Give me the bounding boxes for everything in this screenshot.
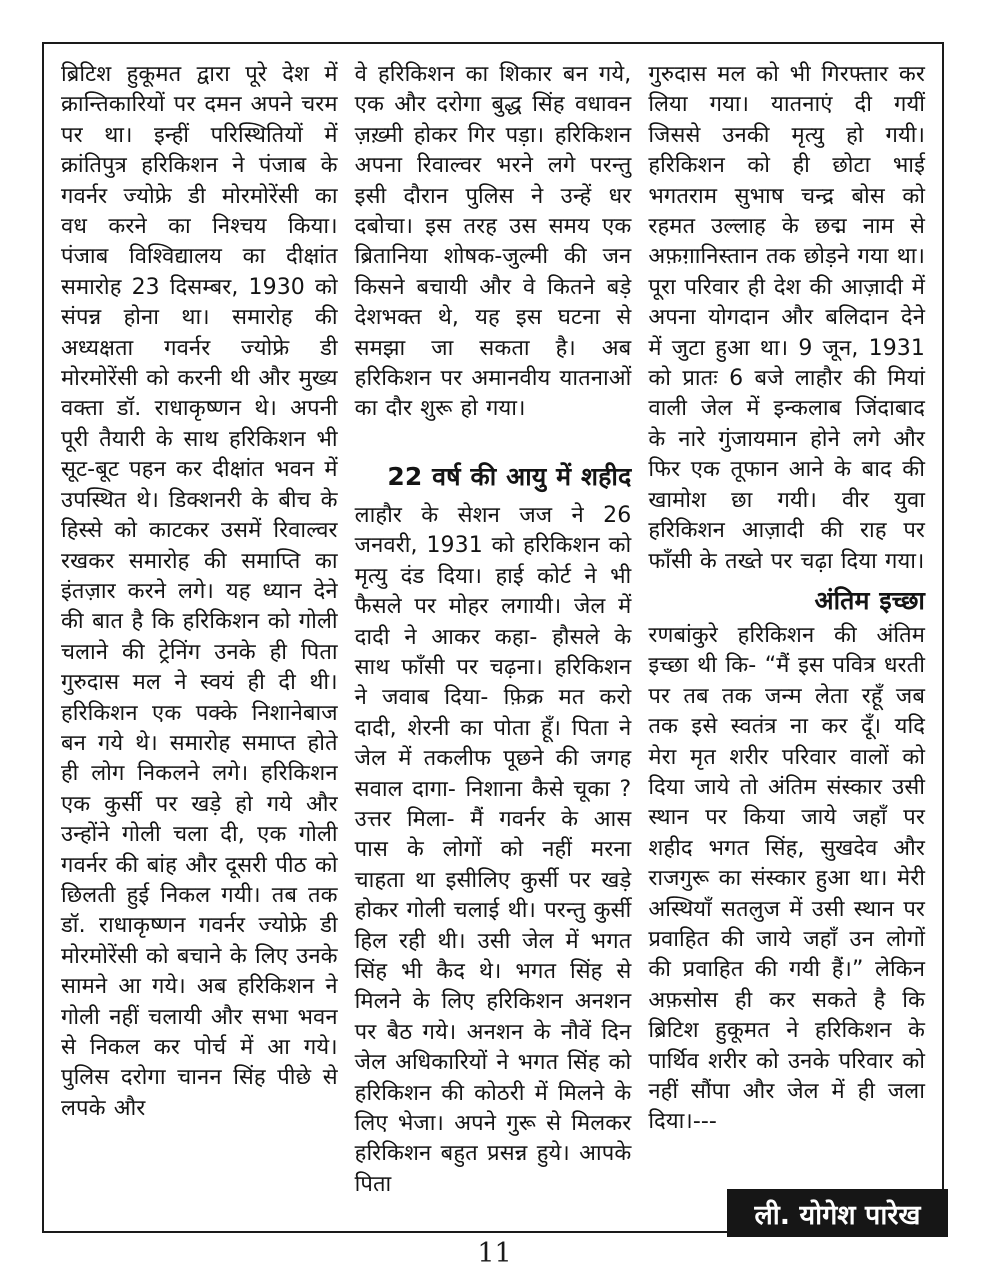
- paragraph-governor-attack: ब्रिटिश हुकूमत द्वारा पूरे देश में क्रान्तिकारियों पर दमन अपने चरम पर था। इन्हीं परिस्थितियों में क्रांतिपुत्र हरिकिशन ने पंजाब के गवर्नर ज्योफ्रे डी मोरमोरेंसी का वध करने का निश्चय किया। पंजाब विश्विद्यालय का दीक्षांत समारोह 23 दिसम्बर, 1930 को संपन्न होना था। समारोह की अध्यक्षता गवर्नर ज्योफ्रे डी मोरमोरेंसी को करनी थी और मुख्य वक्ता डॉ. राधाकृष्णन थे। अपनी पूरी तैयारी के साथ हरिकिशन भी सूट-बूट पहन कर दीक्षांत भवन में उपस्थित थे। डिक्शनरी के बीच के हिस्से को काटकर उसमें रिवाल्वर रखकर समारोह की समाप्ति का इंतज़ार करने लगे। यह ध्यान देने की बात है कि हरिकिशन को गोली चलाने की ट्रेनिंग उनके ही पिता गुरुदास मल ने स्वयं ही दी थी। हरिकिशन एक पक्के निशानेबाज बन गये थे। समारोह समाप्त होते ही लोग निकलने लगे। हरिकिशन एक कुर्सी पर खड़े हो गये और उन्होंने गोली चला दी, एक गोली गवर्नर की बांह और दूसरी पीठ को छिलती हुई निकल गयी। तब तक डॉ. राधाकृष्णन गवर्नर ज्योफ्रे डी मोरमोरेंसी को बचाने के लिए उनके सामने आ गये। अब हरिकिशन ने गोली नहीं चलायी और सभा भवन से निकल कर पोर्च में आ गये। पुलिस दरोगा चानन सिंह पीछे से लपके और: [61, 62, 338, 1121]
- article-border-frame: [42, 42, 944, 1233]
- author-credit-label: ली. योगेश पारेख: [754, 1199, 921, 1231]
- paragraph-family-sacrifice: गुरुदास मल को भी गिरफ्तार कर लिया गया। यातनाएं दी गयीं जिससे उनकी मृत्यु हो गयी। हरिकिशन को ही छोटा भाई भगतराम सुभाष चन्द्र बोस को रहमत उल्लाह के छद्म नाम से अफ़ग़ानिस्तान तक छोड़ने गया था। पूरा परिवार ही देश की आज़ादी में अपना योगदान और बलिदान देने में जुटा हुआ था। 9 जून, 1931 को प्रातः 6 बजे लाहौर की मियां वाली जेल में इन्कलाब जिंदाबाद के नारे गुंजायमान होने लगे और फिर एक तूफान आने के बाद की खामोश छा गयी। वीर युवा हरिकिशन आज़ादी की राह पर फाँसी के तख्ते पर चढ़ा दिया गया।: [648, 62, 926, 574]
- article-column-3: [648, 60, 925, 1221]
- page-number: 11: [477, 1238, 512, 1269]
- paragraph-arrest: वे हरिकिशन का शिकार बन गये, एक और दरोगा बुद्ध सिंह वधावन ज़ख़्मी होकर गिर पड़ा। हरिकिशन अपना रिवाल्वर भरने लगे परन्तु इसी दौरान पुलिस ने उन्हें धर दबोचा। इस तरह उस समय एक ब्रितानिया शोषक-जुल्मी की जन किसने बचायी और वे कितने बड़े देशभक्त थे, यह इस घटना से समझा जा सकता है। अब हरिकिशन पर अमानवीय यातनाओं का दौर शुरू हो गया।: [354, 62, 632, 422]
- article-columns: [44, 44, 942, 1231]
- paragraph-last-wish: रणबांकुरे हरिकिशन की अंतिम इच्छा थी कि- “मैं इस पवित्र धरती पर तब तक जन्म लेता रहूँ जब तक इसे स्वतंत्र ना कर दूँ। यदि मेरा मृत शरीर परिवार वालों को दिया जाये तो अंतिम संस्कार उसी स्थान पर किया जाये जहाँ पर शहीद भगत सिंह, सुखदेव और राजगुरू का संस्कार हुआ था। मेरी अस्थियाँ सतलुज में उसी स्थान पर प्रवाहित की जाये जहाँ उन लोगों की प्रवाहित की गयी हैं।” लेकिन अफ़सोस ही कर सकते है कि ब्रिटिश हुकूमत ने हरिकिशन के पार्थिव शरीर को उनके परिवार को नहीं सौंपा और जेल में ही जला दिया।---: [648, 622, 926, 1135]
- paragraph-death-sentence: लाहौर के सेशन जज ने 26 जनवरी, 1931 को हरिकिशन को मृत्यु दंड दिया। हाई कोर्ट ने भी फैसले पर मोहर लगायी। जेल में दादी ने आकर कहा- हौसले के साथ फाँसी पर चढ़ना। हरिकिशन ने जवाब दिया- फ़िक्र मत करो दादी, शेरनी का पोता हूँ। पिता ने जेल में तकलीफ पूछने की जगह सवाल दागा- निशाना कैसे चूका ? उत्तर मिला- मैं गवर्नर के आस पास के लोगों को नहीं मरना चाहता था इसीलिए कुर्सी पर खड़े होकर गोली चलाई थी। परन्तु कुर्सी हिल रही थी। उसी जेल में भगत सिंह भी कैद थे। भगत सिंह से मिलने के लिए हरिकिशन अनशन पर बैठ गये। अनशन के नौवें दिन जेल अधिकारियों ने भगत सिंह को हरिकिशन की कोठरी में मिलने के लिए भेजा। अपने गुरू से मिलकर हरिकिशन बहुत प्रसन्न हुये। आपके पिता: [354, 502, 632, 1197]
- article-column-2: [355, 60, 632, 1221]
- article-column-1: [61, 60, 338, 1221]
- author-credit-box: [727, 1189, 948, 1237]
- section-heading-last-wish: अंतिम इच्छा: [814, 585, 926, 615]
- section-heading-martyr-at-22: 22 वर्ष की आयु में शहीद: [387, 461, 632, 491]
